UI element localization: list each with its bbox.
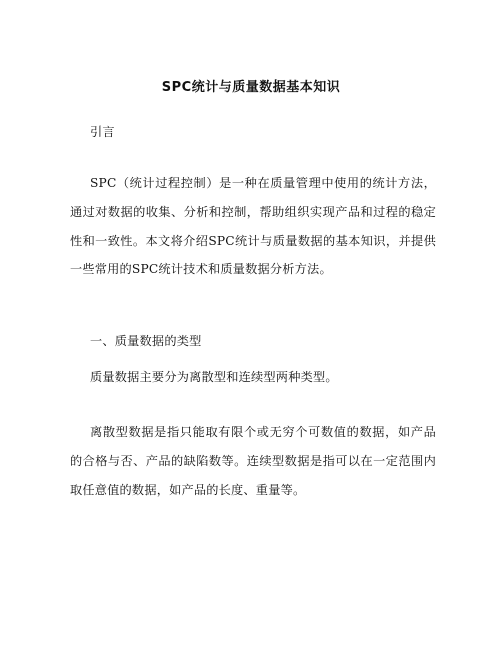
intro-paragraph: SPC（统计过程控制）是一种在质量管理中使用的统计方法，通过对数据的收集、分析和控制，帮助组织实现产品和过程的稳定性和一致性。本文将介绍SPC统计与质量数据的基本知识，并提供一些常用的SPC统计技术和质量数据分析方法。: [70, 176, 436, 277]
document-title: SPC统计与质量数据基本知识: [161, 80, 341, 95]
data-types-detail-paragraph: 离散型数据是指只能取有限个或无穷个可数值的数据，如产品的合格与否、产品的缺陷数等。连续型数据是指可以在一定范围内取任意值的数据，如产品的长度、重量等。: [70, 425, 436, 497]
section-heading-introduction: 引言: [90, 125, 115, 139]
section-heading-data-types: 一、质量数据的类型: [90, 334, 202, 348]
data-types-summary-paragraph: 质量数据主要分为离散型和连续型两种类型。: [90, 370, 338, 384]
